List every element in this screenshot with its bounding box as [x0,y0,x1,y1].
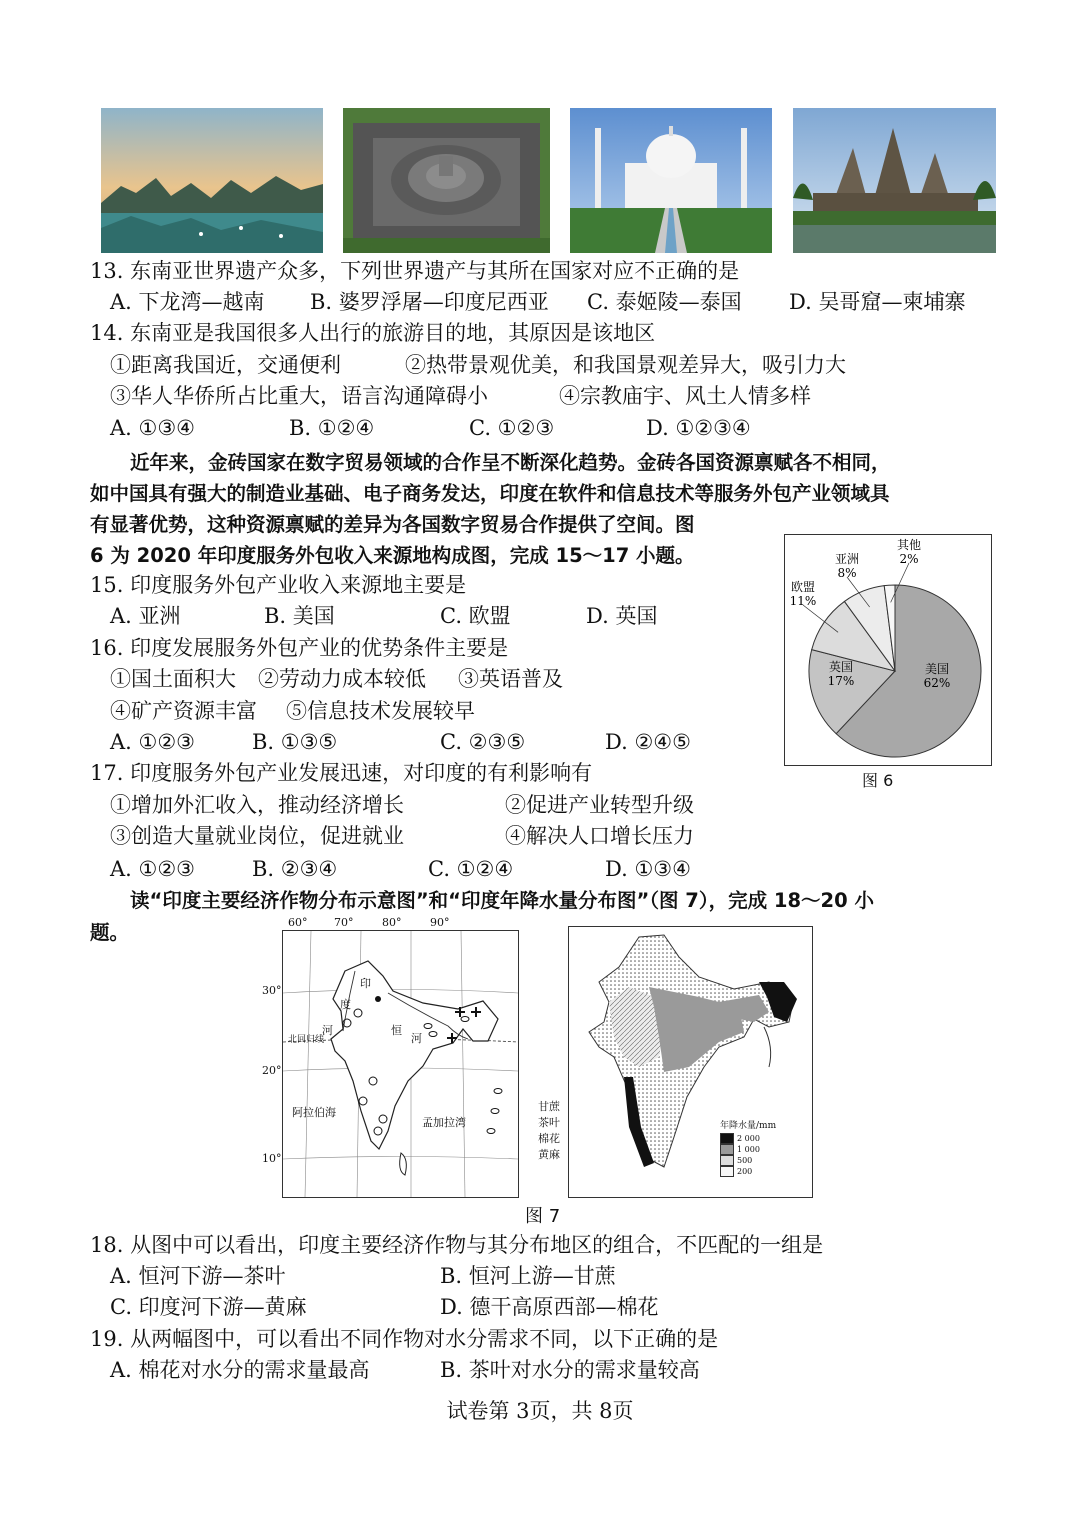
legend-sugarcane: 甘蔗 [538,1100,560,1113]
swatch-1000 [720,1144,734,1155]
q19-stem: 19. 从两幅图中，可以看出不同作物对水分需求不同，以下正确的是 [90,1327,719,1351]
borobudur-photo [343,108,550,253]
q16-statement-3: ③英语普及 [458,667,563,691]
passage1-line3: 有显著优势，这种资源禀赋的差异为各国数字贸易合作提供了空间。图 [90,513,695,536]
pie-label-2: 欧盟 [790,580,816,594]
q18-option-c: C. 印度河下游—黄麻 [110,1295,307,1319]
passage1-line2: 如中国具有强大的制造业基础、电子商务发达，印度在软件和信息技术等服务外包产业领域具 [90,482,890,505]
pie-chart-svg [785,535,991,765]
pie-value-1: 17% [827,674,855,688]
q18-stem: 18. 从图中可以看出，印度主要经济作物与其分布地区的组合，不匹配的一组是 [90,1233,824,1257]
q14-statement-2: ②热带景观优美，和我国景观差异大，吸引力大 [405,353,846,377]
q19-option-b: B. 茶叶对水分的需求量较高 [440,1358,700,1382]
legend-tea: 茶叶 [538,1116,560,1129]
swatch-200 [720,1166,734,1177]
q14-option-d: D. ①②③④ [646,416,751,440]
legend-jute: 黄麻 [538,1148,560,1161]
indus-label-du: 度 [340,998,351,1011]
q17-statement-2: ②促进产业转型升级 [505,793,694,817]
q17-stem: 17. 印度服务外包产业发展迅速，对印度的有利影响有 [90,761,593,785]
lon-80-label: 80° [382,916,402,929]
q14-option-b: B. ①②④ [289,416,375,440]
precip-legend-row [720,1155,776,1166]
figure-6-caption: 图 6 [862,771,894,790]
pie-value-3: 8% [837,566,857,580]
lon-60-label: 60° [288,916,308,929]
passage2-line2: 题。 [90,921,130,944]
q16-option-a: A. ①②③ [110,730,195,754]
q15-option-b: B. 美国 [264,604,335,628]
pie-label-1: 英国 [828,660,854,674]
lon-90-label: 90° [430,916,450,929]
pie-label-0: 美国 [924,662,950,676]
q14-statement-3: ③华人华侨所占比重大，语言沟通障碍小 [110,384,488,408]
page-footer: 试卷第 3页，共 8页 [446,1399,634,1423]
q15-option-d: D. 英国 [586,604,658,628]
q17-option-a: A. ①②③ [110,857,195,881]
pie-value-0: 62% [923,676,951,690]
q18-option-d: D. 德干高原西部—棉花 [440,1295,659,1319]
q17-statement-3: ③创造大量就业岗位，促进就业 [110,824,404,848]
q16-option-b: B. ①③⑤ [252,730,338,754]
arabian-sea-label: 阿拉伯海 [292,1106,336,1119]
precip-500-label: 500 [737,1156,753,1165]
bay-of-bengal-label: 孟加拉湾 [422,1116,466,1129]
q13-option-c: C. 泰姬陵—泰国 [587,290,742,314]
q16-statement-1: ①国土面积大 [110,667,236,691]
figure-6-chart [784,534,992,766]
precip-legend [720,1118,776,1177]
q14-option-a: A. ①③④ [110,416,195,440]
halong-bay-photo [101,108,323,253]
q13-option-a: A. 下龙湾—越南 [110,290,265,314]
taj-mahal-photo [570,108,772,253]
q16-statement-5: ⑤信息技术发展较早 [286,699,475,723]
q14-option-c: C. ①②③ [469,416,555,440]
q17-statement-4: ④解决人口增长压力 [505,824,694,848]
swatch-500 [720,1155,734,1166]
q17-statement-1: ①增加外汇收入，推动经济增长 [110,793,404,817]
passage1-line4: 6 为 2020 年印度服务外包收入来源地构成图，完成 15～17 小题。 [90,544,695,567]
pie-value-2: 11% [789,594,817,608]
pie-label-3: 亚洲 [834,552,860,566]
indus-label-yin: 印 [360,977,371,990]
ganges-label-heng: 恒 [391,1024,402,1037]
lat-10-label: 10° [262,1152,282,1165]
lat-30-label: 30° [262,984,282,997]
passage2-line1: 读“印度主要经济作物分布示意图”和“印度年降水量分布图”（图 7），完成 18～20 小 [130,889,874,912]
q16-statement-4: ④矿产资源丰富 [110,699,257,723]
q17-option-c: C. ①②④ [428,857,514,881]
q16-stem: 16. 印度发展服务外包产业的优势条件主要是 [90,636,509,660]
figure-7-caption: 图 7 [525,1206,561,1227]
q15-stem: 15. 印度服务外包产业收入来源地主要是 [90,573,467,597]
angkor-wat-photo [793,108,996,253]
q15-option-a: A. 亚洲 [110,604,181,628]
precip-legend-title: 年降水量/mm [720,1121,777,1131]
lon-70-label: 70° [334,916,354,929]
crop-distribution-map [282,930,519,1198]
q14-statement-4: ④宗教庙宇、风土人情多样 [559,384,811,408]
q13-stem: 13. 东南亚世界遗产众多，下列世界遗产与其所在国家对应不正确的是 [90,259,740,283]
q16-option-c: C. ②③⑤ [440,730,526,754]
tropic-label: 北回归线 [288,1035,325,1045]
q17-option-b: B. ②③④ [252,857,338,881]
q14-statement-1: ①距离我国近，交通便利 [110,353,341,377]
precip-1000-label: 1 000 [737,1145,760,1154]
precip-2000-label: 2 000 [737,1134,760,1143]
passage1-line1: 近年来，金砖国家在数字贸易领域的合作呈不断深化趋势。金砖各国资源禀赋各不相同， [130,451,891,474]
legend-cotton: 棉花 [538,1132,560,1145]
q15-option-c: C. 欧盟 [440,604,511,628]
q18-option-a: A. 恒河下游—茶叶 [110,1264,286,1288]
swatch-2000 [720,1133,734,1144]
precip-legend-row [720,1166,776,1177]
ganges-label-he: 河 [411,1032,422,1045]
precipitation-map [568,926,813,1198]
precip-legend-row [720,1133,776,1144]
q18-option-b: B. 恒河上游—甘蔗 [440,1264,616,1288]
lat-20-label: 20° [262,1064,282,1077]
q16-option-d: D. ②④⑤ [605,730,691,754]
indus-label-he: 河 [322,1024,333,1037]
q13-option-b: B. 婆罗浮屠—印度尼西亚 [310,290,549,314]
precip-200-label: 200 [737,1167,753,1176]
pie-label-4: 其他 [896,538,922,552]
q19-option-a: A. 棉花对水分的需求量最高 [110,1358,370,1382]
q14-stem: 14. 东南亚是我国很多人出行的旅游目的地，其原因是该地区 [90,321,656,345]
q17-option-d: D. ①③④ [605,857,691,881]
q13-option-d: D. 吴哥窟—柬埔寨 [789,290,966,314]
pie-value-4: 2% [899,552,919,566]
q16-statement-2: ②劳动力成本较低 [258,667,426,691]
precip-legend-row [720,1144,776,1155]
